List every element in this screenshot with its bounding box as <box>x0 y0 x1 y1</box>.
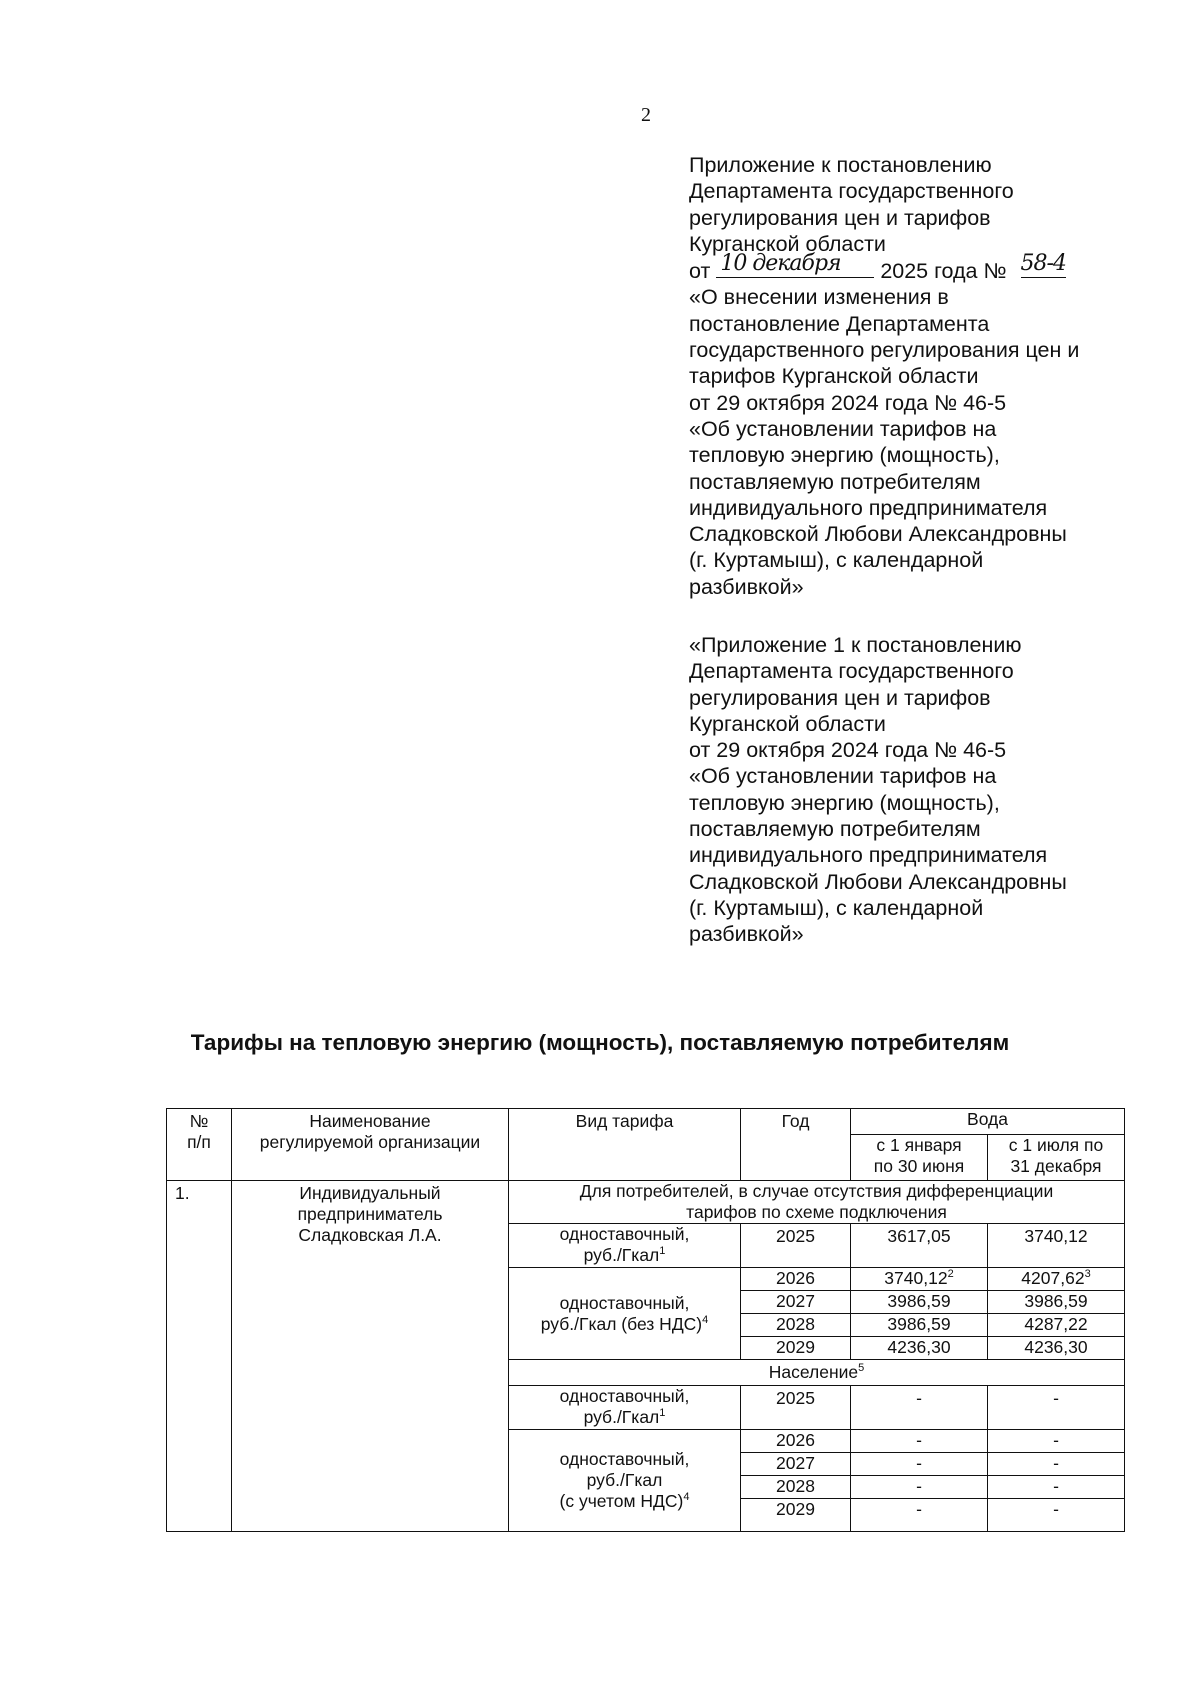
organization-name: Индивидуальный предприниматель Сладковская Л.А. <box>232 1181 509 1532</box>
year-cell: 2029 <box>741 1337 851 1360</box>
tariff-type-cell: одноставочный, руб./Гкал (без НДС)$^4$ <box>509 1268 741 1360</box>
value-cell: 4207,62$^3$ <box>988 1268 1125 1291</box>
annex-line: Сладковской Любови Александровны <box>689 522 1067 547</box>
value-cell: - <box>988 1453 1125 1476</box>
year-cell: 2025 <box>741 1386 851 1430</box>
value-cell: - <box>851 1499 988 1532</box>
annex-date-line <box>689 250 1144 284</box>
annex-line: Приложение к постановлению <box>689 153 992 177</box>
annex-line: постановление Департамента <box>689 311 990 336</box>
annex-line: Департамента государственного <box>689 179 1014 204</box>
value-cell: - <box>988 1476 1125 1499</box>
section-no-differentiation: Для потребителей, в случае отсутствия дифференциации тарифов по схеме подключения <box>509 1181 1125 1224</box>
value-cell: 3617,05 <box>851 1224 988 1268</box>
date-prefix: от <box>689 259 711 284</box>
annex-line: «Приложение 1 к постановлению <box>689 633 1022 657</box>
header-period-1: с 1 января по 30 июня <box>851 1135 988 1181</box>
header-water: Вода <box>851 1109 1125 1135</box>
header-org: Наименование регулируемой организации <box>232 1109 509 1181</box>
annex-line: «Об установлении тарифов на <box>689 764 997 789</box>
year-cell: 2029 <box>741 1499 851 1532</box>
annex-line: тепловую энергию (мощность), <box>689 790 1000 815</box>
value-cell: 4236,30 <box>851 1337 988 1360</box>
handwritten-number: 58-4 <box>1021 251 1066 278</box>
value-cell: - <box>851 1430 988 1453</box>
tariff-type-cell: одноставочный, руб./Гкал$^1$ <box>509 1224 741 1268</box>
annex-line: «О внесении изменения в <box>689 285 949 310</box>
value-cell: - <box>851 1476 988 1499</box>
table-row <box>167 1181 1125 1224</box>
value-cell: 3740,12 <box>988 1224 1125 1268</box>
annex-line: регулирования цен и тарифов <box>689 205 991 230</box>
year-cell: 2028 <box>741 1476 851 1499</box>
year-cell: 2028 <box>741 1314 851 1337</box>
value-cell: - <box>851 1386 988 1430</box>
handwritten-date: 10 декабря <box>720 250 841 276</box>
annex-line: поставляемую потребителям <box>689 817 981 842</box>
header-tariff-type: Вид тарифа <box>509 1109 741 1181</box>
value-cell: 3986,59 <box>988 1291 1125 1314</box>
number-blank <box>1013 250 1083 278</box>
annex-line: Департамента государственного <box>689 659 1014 684</box>
annex-line: государственного регулирования цен и <box>689 338 1080 363</box>
annex-line: тарифов Курганской области <box>689 364 979 389</box>
header-num: № п/п <box>167 1109 232 1181</box>
value-cell: - <box>988 1499 1125 1532</box>
year-cell: 2026 <box>741 1430 851 1453</box>
annex-line: индивидуального предпринимателя <box>689 495 1048 520</box>
value-cell: 3740,12$^2$ <box>851 1268 988 1291</box>
tariff-type-cell: одноставочный, руб./Гкал (с учетом НДС)$^4$ <box>509 1430 741 1532</box>
value-cell: 4236,30 <box>988 1337 1125 1360</box>
annex-one-header <box>689 632 1144 948</box>
value-cell: - <box>988 1430 1125 1453</box>
annex-line: Курганской области <box>689 711 886 736</box>
table-header-row <box>167 1109 1125 1135</box>
annex-line: разбивкой» <box>689 922 804 947</box>
annex-line: разбивкой» <box>689 574 804 599</box>
value-cell: 3986,59 <box>851 1314 988 1337</box>
annex-line: от 29 октября 2024 года № 46-5 <box>689 738 1007 763</box>
annex-line: Сладковской Любови Александровны <box>689 869 1067 894</box>
annex-line: поставляемую потребителям <box>689 469 981 494</box>
value-cell: 3986,59 <box>851 1291 988 1314</box>
year-cell: 2026 <box>741 1268 851 1291</box>
year-cell: 2027 <box>741 1453 851 1476</box>
date-blank <box>716 250 874 278</box>
header-period-2: с 1 июля по 31 декабря <box>988 1135 1125 1181</box>
annex-main-header <box>689 152 1144 600</box>
row-number: 1. <box>167 1181 232 1532</box>
annex-line: «Об установлении тарифов на <box>689 416 997 441</box>
tariff-table <box>166 1108 1125 1532</box>
section-population: Население$^5$ <box>509 1360 1125 1386</box>
year-cell: 2025 <box>741 1224 851 1268</box>
page-number: 2 <box>641 104 651 126</box>
annex-line: (г. Куртамыш), с календарной <box>689 548 984 573</box>
annex-line: (г. Куртамыш), с календарной <box>689 895 984 920</box>
document-title: Тарифы на тепловую энергию (мощность), поставляемую потребителям <box>190 1030 1010 1055</box>
annex-line: регулирования цен и тарифов <box>689 685 991 710</box>
header-year: Год <box>741 1109 851 1181</box>
annex-line: Курганской области <box>689 231 886 256</box>
annex-line: индивидуального предпринимателя <box>689 843 1048 868</box>
annex-line: от 29 октября 2024 года № 46-5 <box>689 390 1007 415</box>
value-cell: - <box>851 1453 988 1476</box>
annex-line: тепловую энергию (мощность), <box>689 443 1000 468</box>
year-cell: 2027 <box>741 1291 851 1314</box>
year-text: 2025 года № <box>880 259 1007 284</box>
tariff-type-cell: одноставочный, руб./Гкал$^1$ <box>509 1386 741 1430</box>
value-cell: - <box>988 1386 1125 1430</box>
value-cell: 4287,22 <box>988 1314 1125 1337</box>
